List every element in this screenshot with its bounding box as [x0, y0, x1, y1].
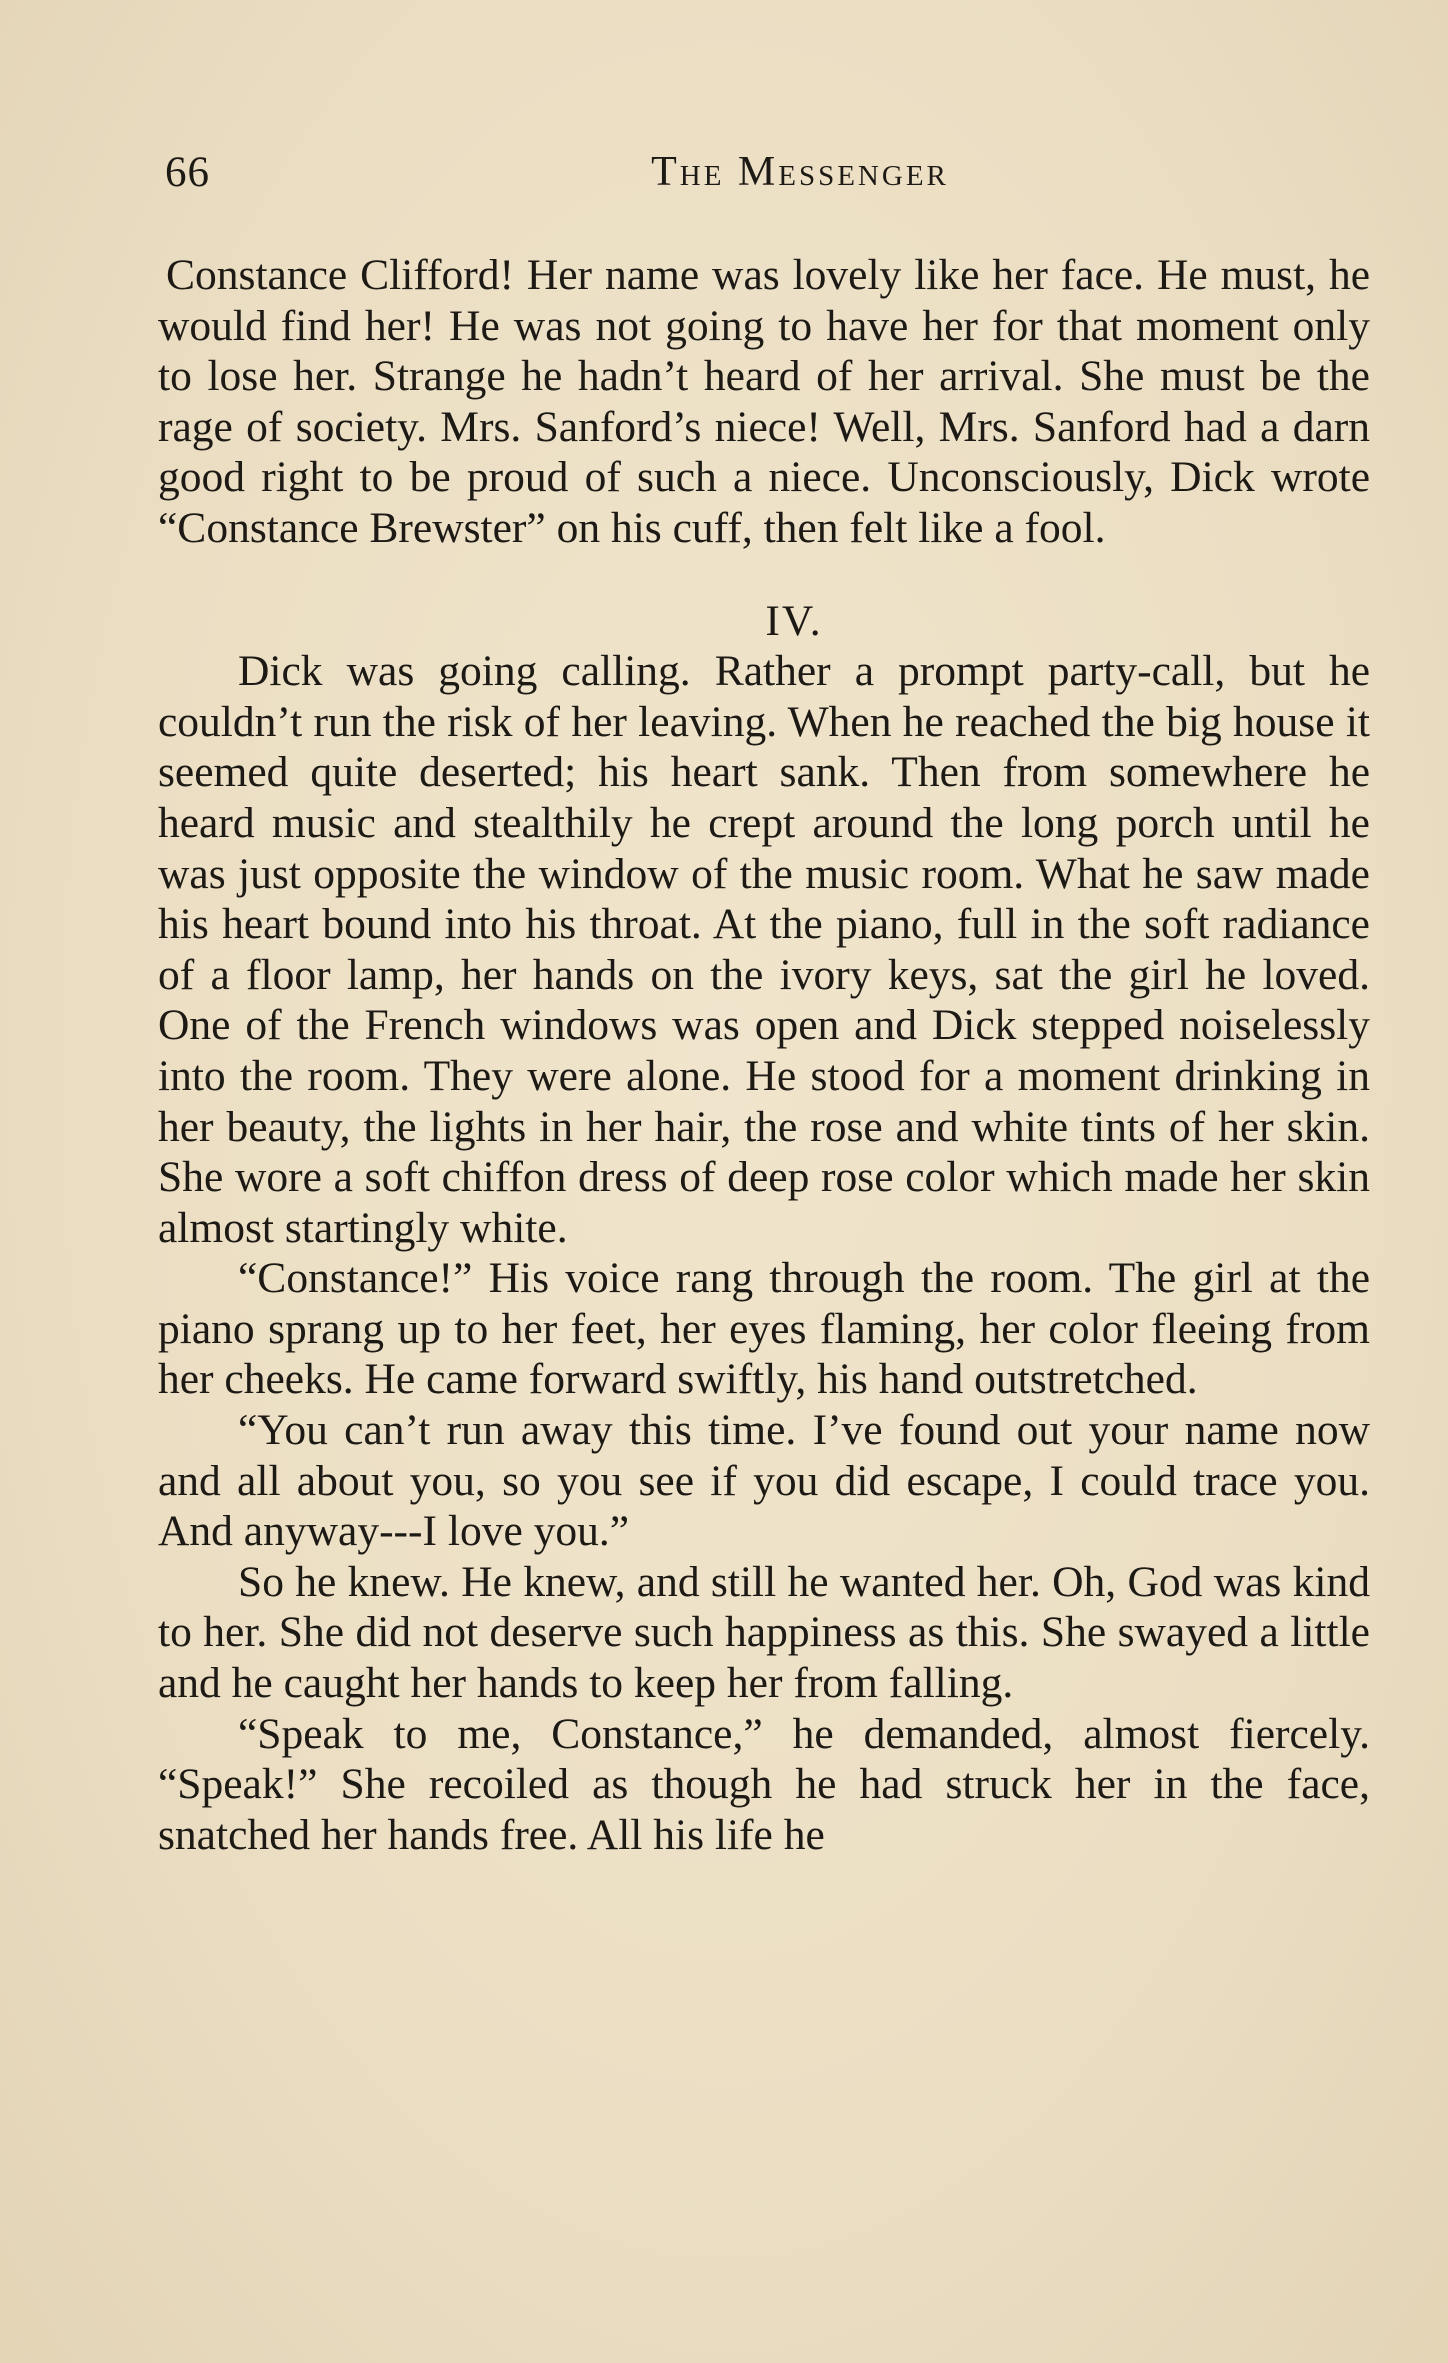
body-text — [158, 250, 1370, 1860]
paragraph-6: “Speak to me, Constance,” he demanded, almost fiercely. “Speak!” She recoiled as though he had struck her in the face, snatched her hands free. All his life he — [158, 1709, 1370, 1859]
paragraph-5: So he knew. He knew, and still he wanted her. Oh, God was kind to her. She did not deserve such happiness as this. She swayed a little and he caught her hands to keep her from falling. — [158, 1557, 1370, 1708]
page-number: 66 — [165, 149, 210, 196]
page-header — [165, 148, 1375, 208]
section-heading: IV. — [765, 596, 823, 645]
running-title: The Messenger — [651, 149, 949, 195]
paragraph-3: “Constance!” His voice rang through the room. The girl at the piano sprang up to her feet, her eyes flaming, her color fleeing from her cheeks. He came forward swiftly, his hand outstretched. — [158, 1254, 1370, 1404]
paragraph-4: “You can’t run away this time. I’ve found out your name now and all about you, so you see if you did escape, I could trace you. And anyway---I love you.” — [158, 1406, 1370, 1556]
paragraph-1: Constance Clifford! Her name was lovely like her face. He must, he would find her! He was not going to have her for that moment only to lose her. Strange he hadn’t heard of her arrival. She must be the rage of society. Mrs. Sanford’s niece! Well, Mrs. Sanford had a darn good right to be proud of such a niece. Unconsciously, Dick wrote “Constance Brewster” on his cuff, then felt like a fool. — [158, 251, 1370, 552]
paragraph-2: Dick was going calling. Rather a prompt party-call, but he couldn’t run the risk of her leaving. When he reached the big house it seemed quite deserted; his heart sank. Then from somewhere he heard music and stealthily he crept around the long porch until he was just opposite the window of the music room. What he saw made his heart bound into his throat. At the piano, full in the soft radiance of a floor lamp, her hands on the ivory keys, sat the girl he loved. One of the French windows was open and Dick stepped noiselessly into the room. They were alone. He stood for a moment drinking in her beauty, the lights in her hair, the rose and white tints of her skin. She wore a soft chiffon dress of deep rose color which made her skin almost startingly white. — [158, 647, 1370, 1252]
